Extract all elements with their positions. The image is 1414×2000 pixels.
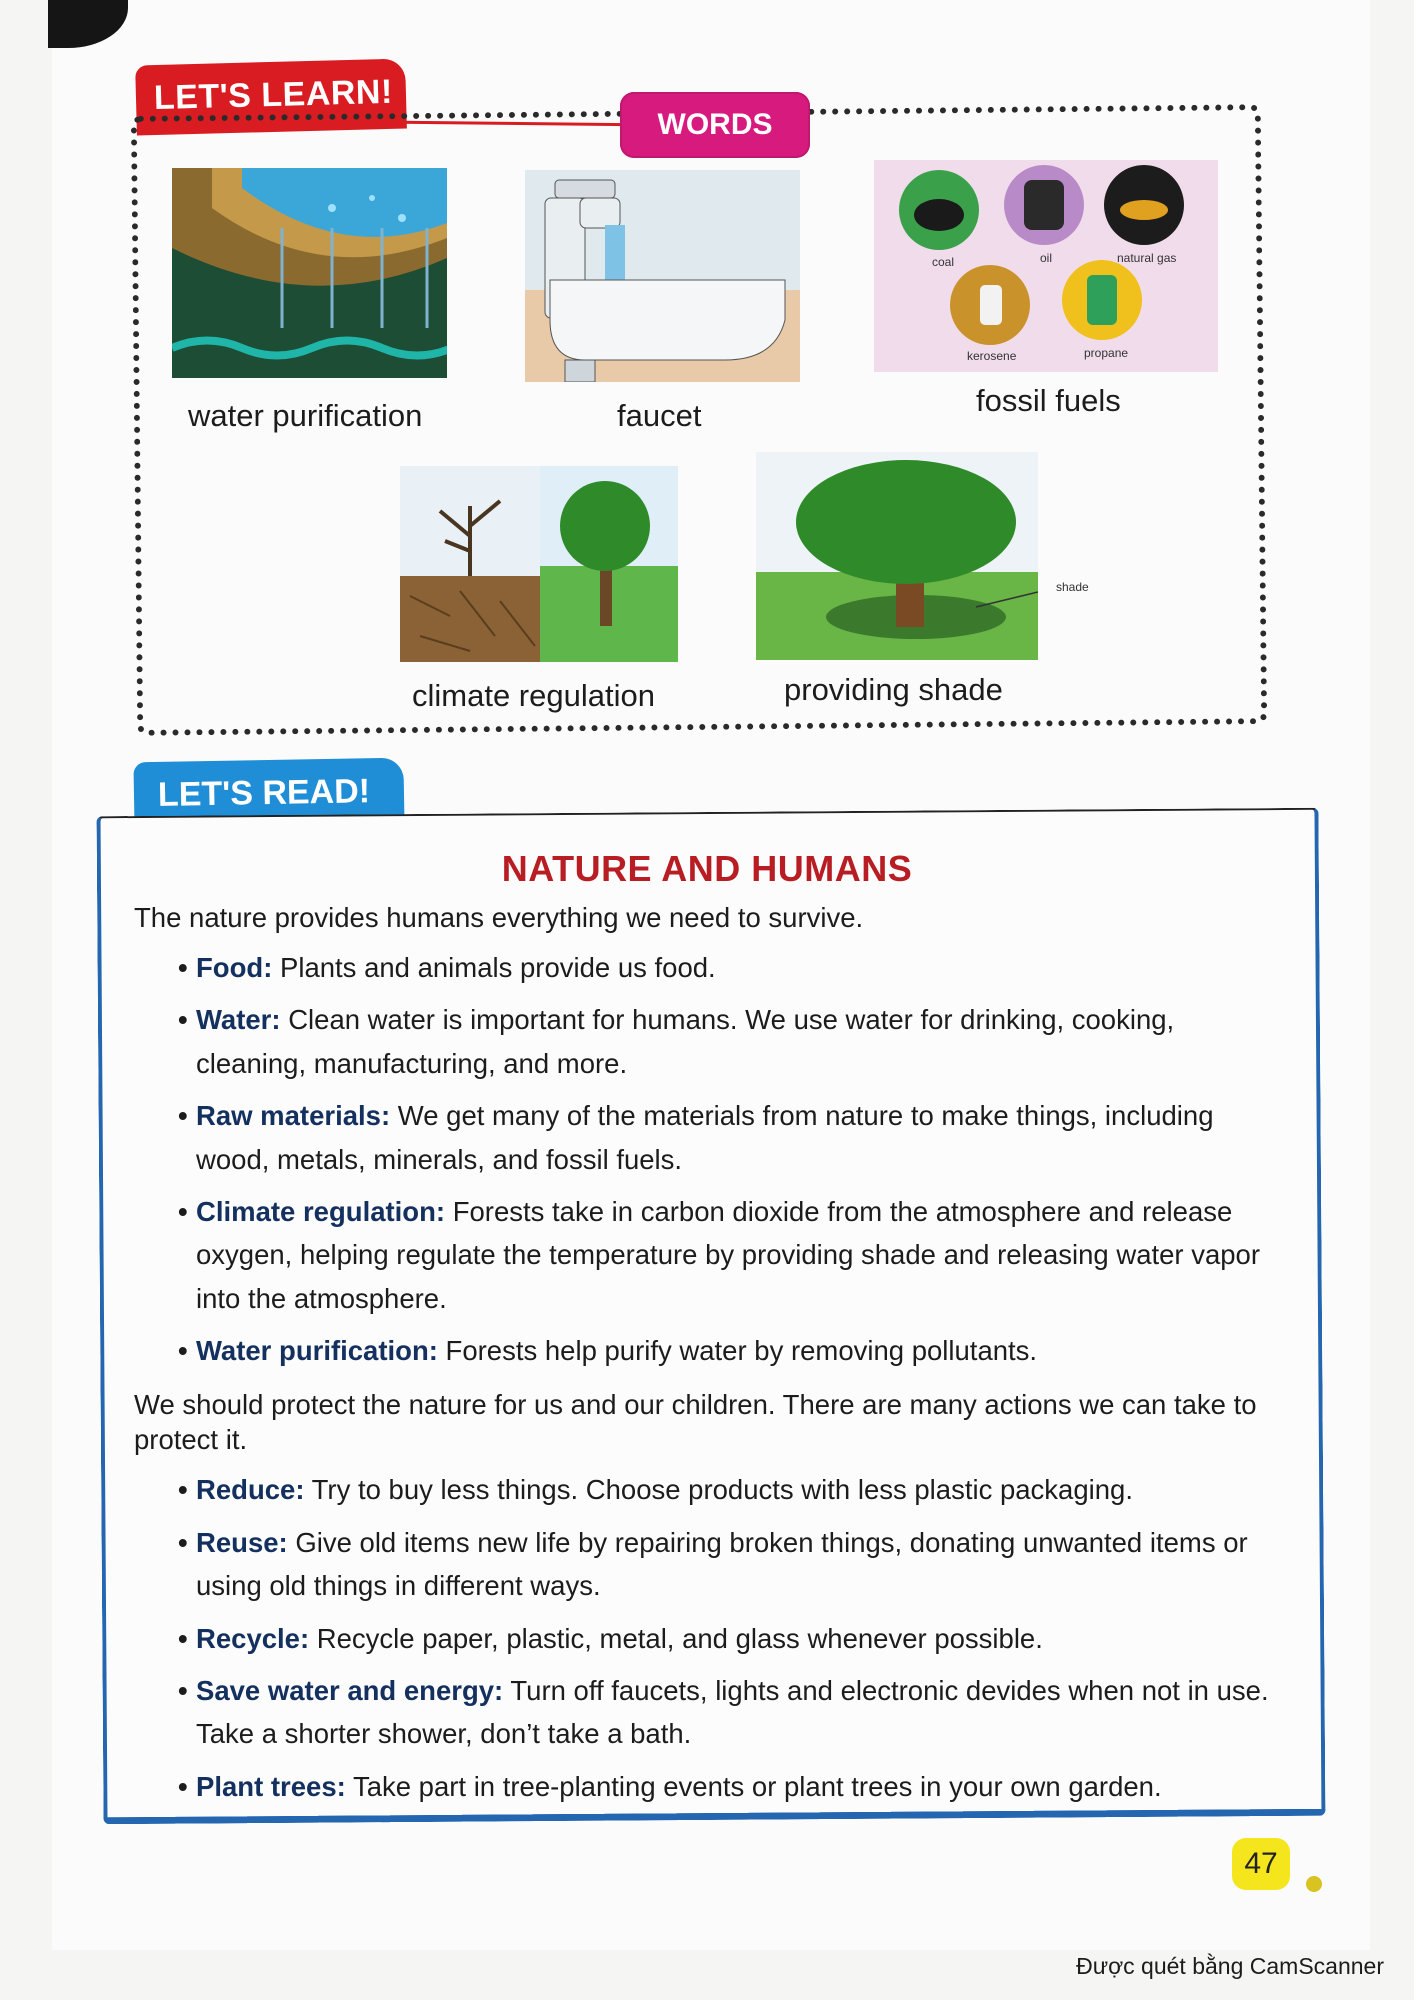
fossil-label-kerosene: kerosene <box>967 349 1017 363</box>
fossil-label-coal: coal <box>932 255 955 269</box>
scanner-watermark: Được quét bằng CamScanner <box>1076 1953 1384 1979</box>
list-item: • Food: Plants and animals provide us food. <box>178 946 1284 989</box>
fossil-label-oil: oil <box>1040 251 1053 265</box>
words-tag: WORDS <box>620 92 810 158</box>
list-item: • Reuse: Give old items new life by repairing broken things, donating unwanted items or using old things in different ways. <box>178 1521 1284 1608</box>
list-item: • Plant trees: Take part in tree-planting events or plant trees in your own garden. <box>178 1765 1284 1808</box>
shade-label: shade <box>1056 580 1089 594</box>
reading-title: NATURE AND HUMANS <box>501 848 913 889</box>
list-item: • Save water and energy: Turn off faucets, lights and electronic devides when not in use. Take a shorter shower, don’t take a bath. <box>178 1669 1284 1756</box>
vocab-water-purification: water purification <box>188 398 423 433</box>
list-item: • Reduce: Try to buy less things. Choose products with less plastic packaging. <box>178 1468 1284 1511</box>
actions-list <box>134 1468 1284 1808</box>
vocab-faucet: faucet <box>617 398 702 433</box>
reading-intro: The nature provides humans everything we need to survive. <box>134 902 864 933</box>
page-dot <box>1306 1876 1322 1892</box>
protect-intro: We should protect the nature for us and our children. There are many actions we can take to protect it. <box>134 1388 1257 1456</box>
list-item: • Water: Clean water is important for humans. We use water for drinking, cooking, cleaning, manufacturing, and more. <box>178 998 1284 1085</box>
fossil-label-propane: propane <box>1084 346 1129 360</box>
list-item: • Recycle: Recycle paper, plastic, metal, and glass whenever possible. <box>178 1617 1284 1660</box>
list-item: • Climate regulation: Forests take in carbon dioxide from the atmosphere and release oxygen, helping regulate the temperature by providing shade and releasing water vapor into the atmosphere. <box>178 1190 1284 1320</box>
fossil-fuels-image <box>874 160 1218 372</box>
climate-regulation-image <box>400 466 678 662</box>
providing-shade-image <box>756 452 1038 660</box>
lets-read-tag: LET'S READ! <box>133 758 404 833</box>
lets-learn-tag: LET'S LEARN! <box>135 58 407 135</box>
page-number: 47 <box>1232 1838 1290 1890</box>
fossil-label-natural-gas: natural gas <box>1117 251 1177 265</box>
vocab-fossil-fuels: fossil fuels <box>976 383 1121 418</box>
vocab-climate-regulation: climate regulation <box>412 678 655 713</box>
vocab-providing-shade: providing shade <box>784 672 1003 707</box>
list-item: • Water purification: Forests help purify water by removing pollutants. <box>178 1329 1284 1372</box>
list-item: • Raw materials: We get many of the materials from nature to make things, including wood, metals, minerals, and fossil fuels. <box>178 1094 1284 1181</box>
reading-text <box>134 900 1284 1822</box>
water-purification-image <box>172 168 447 378</box>
faucet-image <box>525 170 800 382</box>
resources-list <box>134 946 1284 1373</box>
